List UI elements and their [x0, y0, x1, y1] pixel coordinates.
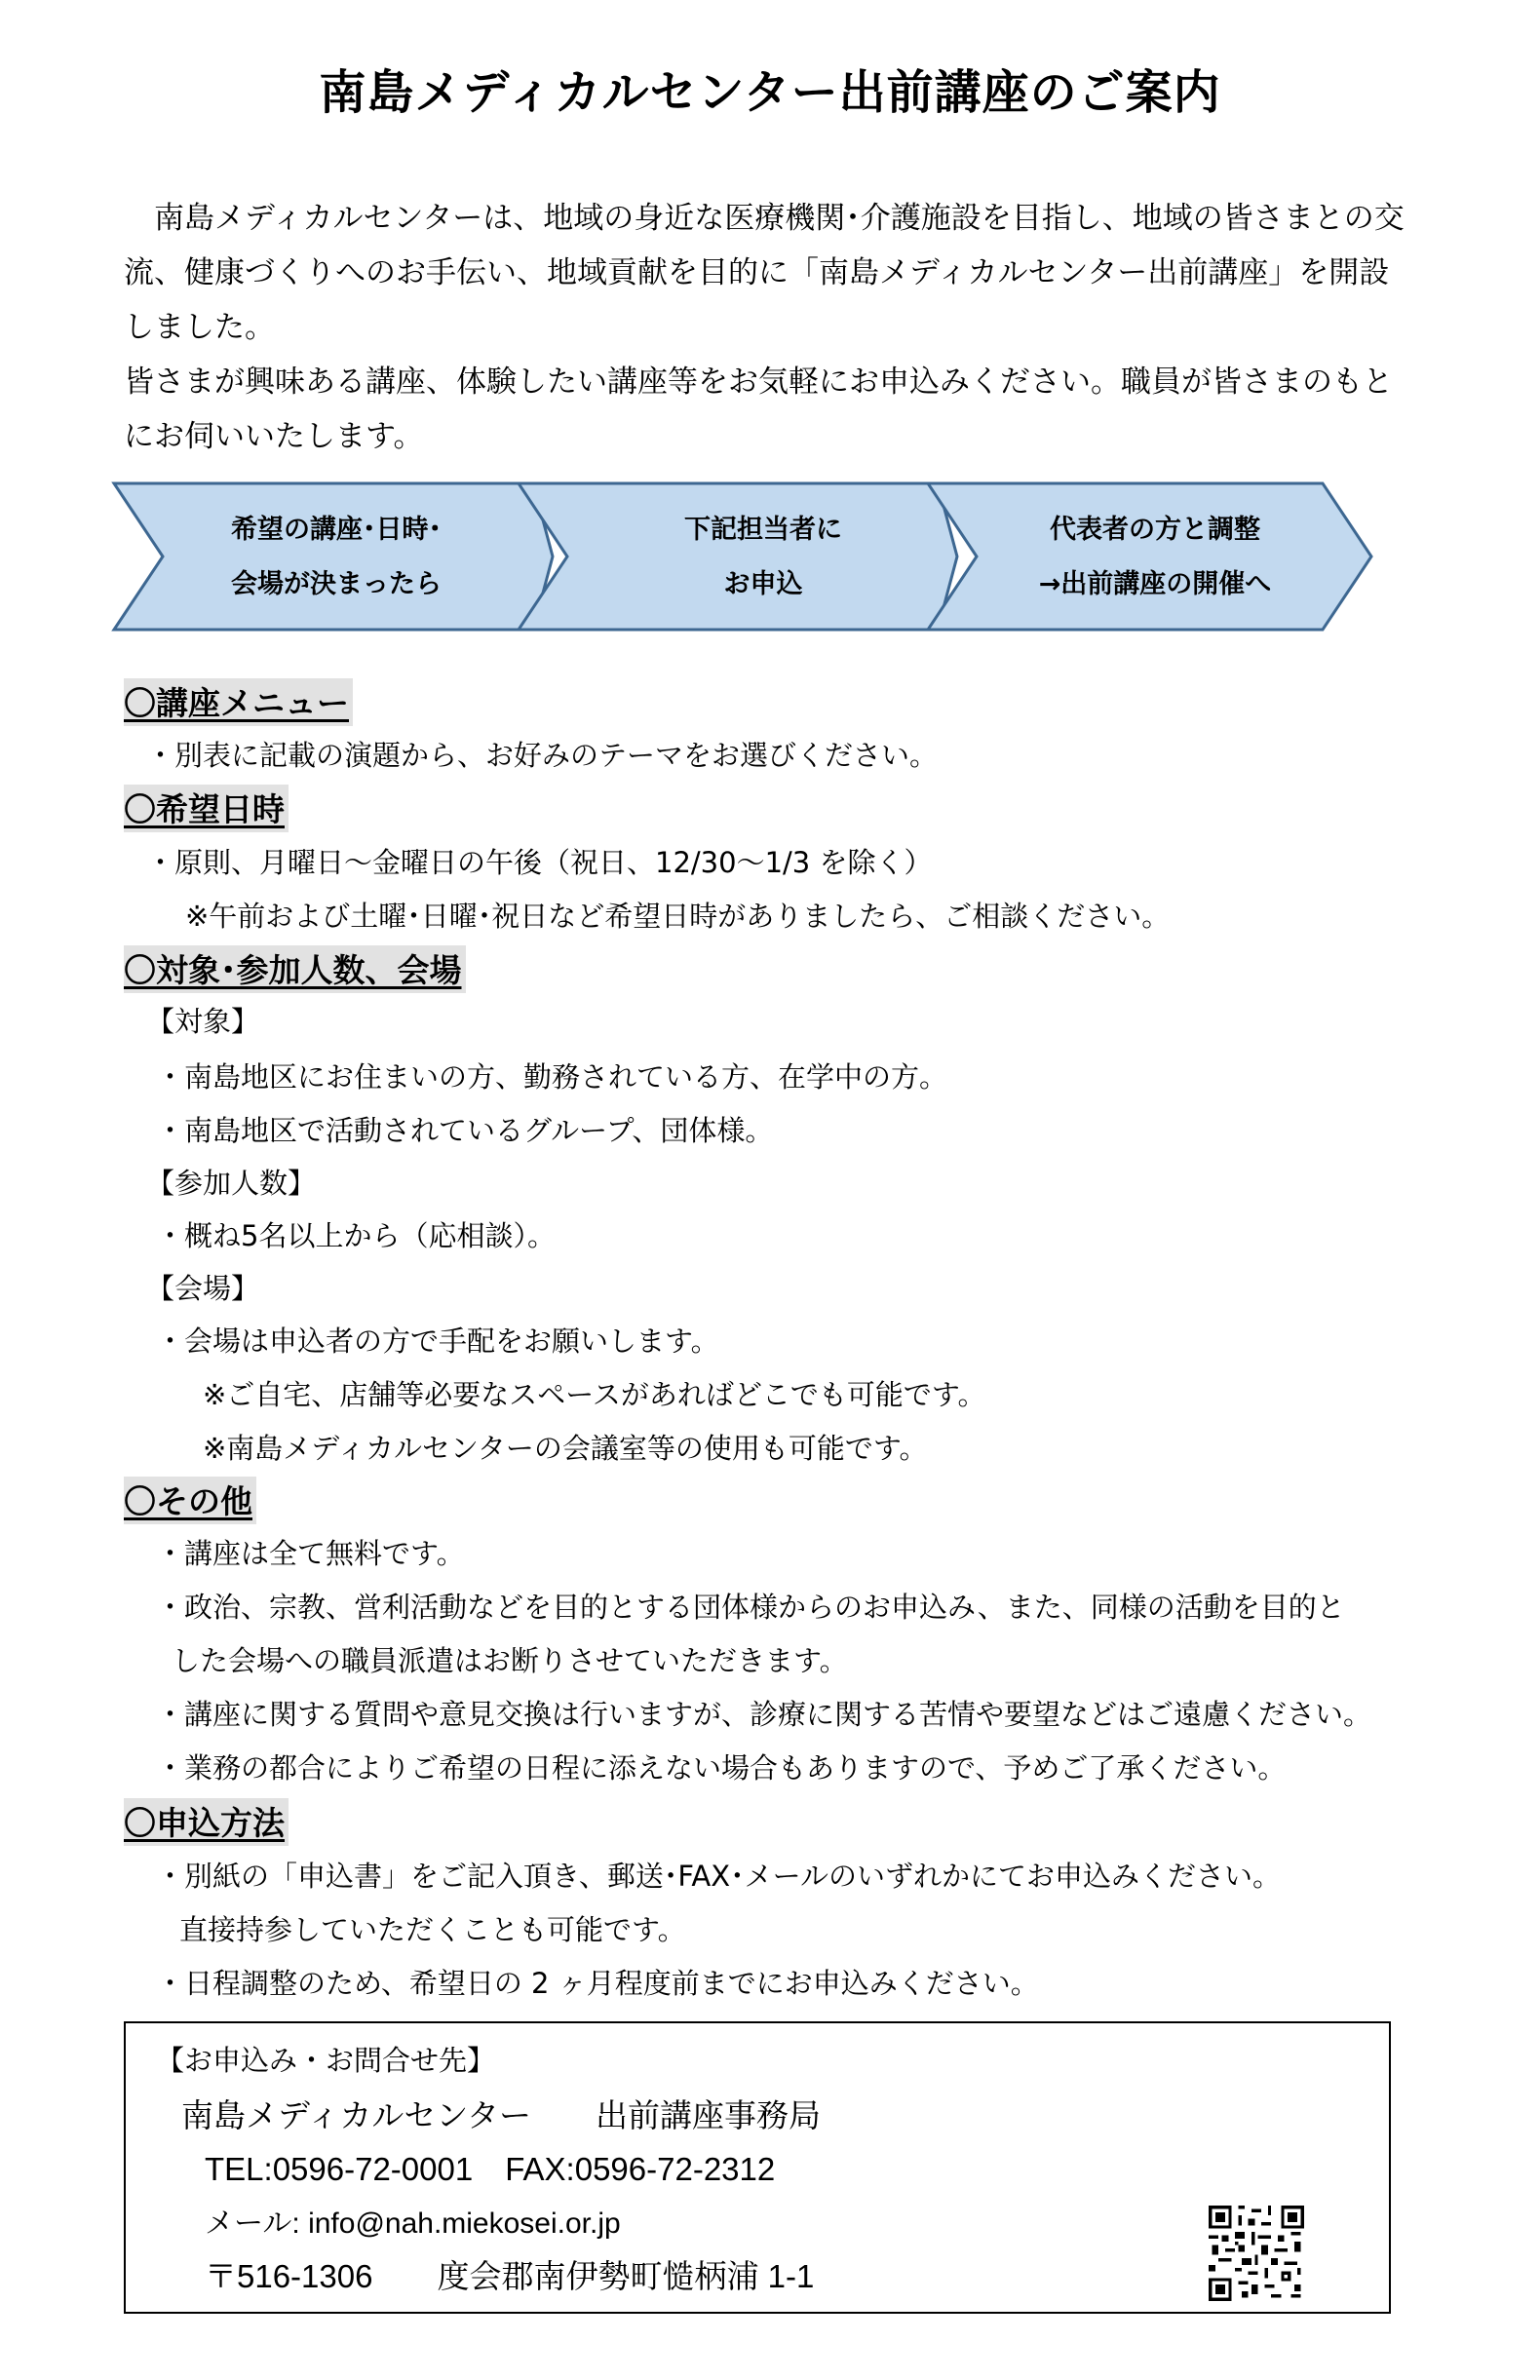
venue-note: ※南島メディカルセンターの会議室等の使用も可能です。: [203, 1432, 928, 1465]
apply-line: ・別紙の「申込書」をご記入頂き、郵送･FAX･メールのいずれかにてお申込みください。: [156, 1860, 1281, 1893]
target-line: ・南島地区で活動されているグループ、団体様。: [156, 1114, 774, 1147]
venue-note: ※ご自宅、店舗等必要なスペースがあればどこでも可能です。: [203, 1378, 986, 1411]
people-line: ・概ね5名以上から（応相談）。: [156, 1219, 556, 1252]
menu-line: ・別表に記載の演題から、お好みのテーマをお選びください。: [146, 739, 939, 772]
flow-step-3-label: 代表者の方と調整 →出前講座の開催へ: [1038, 515, 1272, 599]
contact-organization: 南島メディカルセンター 出前講座事務局: [181, 2097, 822, 2133]
apply-line: ・日程調整のため、希望日の 2 ヶ月程度前までにお申込みください。: [156, 1967, 1039, 2000]
other-line: ・講座に関する質問や意見交換は行いますが、診療に関する苦情や要望などはご遠慮ください。: [156, 1698, 1372, 1731]
contact-address: 〒516-1306 度会郡南伊勢町慥柄浦 1-1: [205, 2258, 815, 2294]
contact-email[interactable]: メール: info@nah.miekosei.or.jp: [205, 2207, 621, 2240]
section-heading-target: 〇対象･参加人数、会場: [124, 945, 466, 993]
subheading-people: 【参加人数】: [146, 1167, 317, 1200]
flow-step-2-label: 下記担当者に お申込: [684, 515, 842, 599]
qr-code-icon[interactable]: [1209, 2206, 1304, 2301]
subheading-venue: 【会場】: [146, 1272, 260, 1305]
date-note: ※午前および土曜･日曜･祝日など希望日時がありましたら、ご相談ください。: [185, 900, 1171, 933]
subheading-target: 【対象】: [146, 1005, 260, 1038]
section-heading-menu: 〇講座メニュー: [124, 678, 353, 726]
flow-step-1-label: 希望の講座･日時･ 会場が決まったら: [231, 515, 442, 599]
section-heading-date: 〇希望日時: [124, 785, 289, 832]
contact-phone-fax: TEL:0596-72-0001 FAX:0596-72-2312: [205, 2151, 776, 2187]
intro-paragraph: 南島メディカルセンターは、地域の身近な医療機関･介護施設を目指し、地域の皆さまとの交流、健康づくりへのお手伝い、地域貢献を目的に「南島メディカルセンター出前講座」を開設しました。 皆さまが興味ある講座、体験したい講座等をお気軽にお申込みください。職員が皆さまのもとにお伺いいたします。: [124, 201, 1405, 454]
section-heading-apply: 〇申込方法: [124, 1798, 289, 1846]
contact-heading: 【お申込み・お問合せ先】: [156, 2046, 496, 2077]
target-line: ・南島地区にお住まいの方、勤務されている方、在学中の方。: [156, 1060, 948, 1094]
other-line: ・政治、宗教、営利活動などを目的とする団体様からのお申込み、また、同様の活動を目的と: [156, 1591, 1345, 1624]
other-line: ・講座は全て無料です。: [156, 1537, 465, 1570]
other-line: した会場への職員派遣はお断りさせていただきます。: [172, 1644, 848, 1677]
page-title: 南島メディカルセンター出前講座のご案内: [319, 65, 1221, 120]
apply-line: 直接持参していただくことも可能です。: [179, 1913, 686, 1946]
venue-line: ・会場は申込者の方で手配をお願いします。: [156, 1324, 719, 1358]
date-line: ・原則、月曜日～金曜日の午後（祝日、12/30～1/3 を除く）: [146, 846, 933, 879]
section-heading-other: 〇その他: [124, 1477, 256, 1524]
other-line: ・業務の都合によりご希望の日程に添えない場合もありますので、予めご了承ください。: [156, 1751, 1287, 1785]
